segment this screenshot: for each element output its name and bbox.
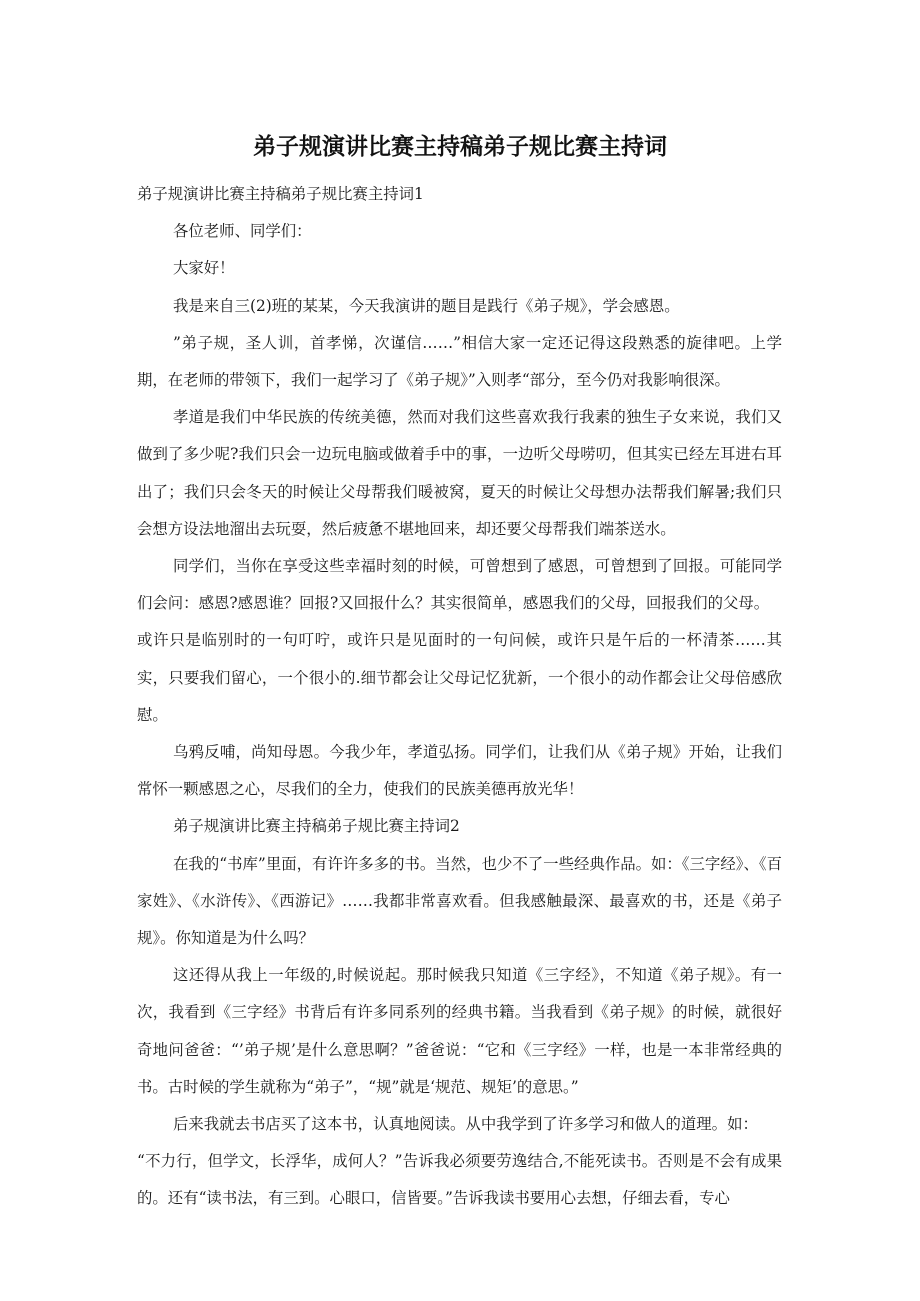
paragraph: 或许只是临别时的一句叮咛，或许只是见面时的一句问候，或许只是午后的一杯清茶……其实，只要我们留心，一个很小的.细节都会让父母记忆犹新，一个很小的动作都会让父母倍感欣慰。 (137, 631, 782, 724)
paragraph: 乌鸦反哺，尚知母恩。今我少年，孝道弘扬。同学们，让我们从《弟子规》开始，让我们常怀一颗感恩之心，尽我们的全力，使我们的民族美德再放光华！ (137, 743, 782, 799)
paragraph: “不力行，但学文，长浮华，成何人？”告诉我必须要劳逸结合,不能死读书。否则是不会有成果的。还有“读书法，有三到。心眼口，信皆要。”告诉我读书要用心去想，仔细去看，专心 (137, 1152, 782, 1208)
paragraph: 孝道是我们中华民族的传统美德，然而对我们这些喜欢我行我素的独生子女来说，我们又做到了多少呢?我们只会一边玩电脑或做着手中的事，一边听父母唠叨，但其实已经左耳进右耳出了；我们只会冬天的时候让父母帮我们暖被窝，夏天的时候让父母想办法帮我们解暑;我们只会想方设法地溜出去玩耍，然后疲惫不堪地回来，却还要父母帮我们端茶送水。 (137, 408, 782, 538)
section-1-heading: 弟子规演讲比赛主持稿弟子规比赛主持词1 (137, 185, 424, 203)
section-2-heading: 弟子规演讲比赛主持稿弟子规比赛主持词2 (173, 817, 460, 836)
paragraph: ”弟子规，圣人训，首孝悌，次谨信……”相信大家一定还记得这段熟悉的旋律吧。上学期，在老师的带领下，我们一起学习了《弟子规》”入则孝“部分，至今仍对我影响很深。 (137, 333, 782, 390)
paragraph: 在我的“书库”里面，有许许多多的书。当然，也少不了一些经典作品。如：《三字经》、《百家姓》、《水浒传》、《西游记》……我都非常喜欢看。但我感触最深、最喜欢的书，还是《弟子规》。你知道是为什么吗？ (137, 854, 782, 948)
paragraph: 各位老师、同学们： (173, 222, 312, 241)
paragraph: 同学们，当你在享受这些幸福时刻的时候，可曾想到了感恩，可曾想到了回报。可能同学们会问：感恩?感恩谁？回报?又回报什么？其实很简单，感恩我们的父母，回报我们的父母。 (137, 557, 782, 613)
paragraph: 后来我就去书店买了这本书，认真地阅读。从中我学到了许多学习和做人的道理。如： (173, 1115, 758, 1134)
document-body (137, 176, 782, 1218)
document-title: 弟子规演讲比赛主持稿弟子规比赛主持词 (253, 134, 667, 160)
paragraph: 大家好！ (173, 259, 235, 278)
paragraph: 我是来自三(2)班的某某，今天我演讲的题目是践行《弟子规》，学会感恩。 (173, 296, 680, 315)
paragraph: 这还得从我上一年级的,时候说起。那时候我只知道《三字经》，不知道《弟子规》。有一次，我看到《三字经》书背后有许多同系列的经典书籍。当我看到《弟子规》的时候，就很好奇地问爸爸：“’弟子规’是什么意思啊？”爸爸说：“它和《三字经》一样，也是一本非常经典的书。古时候的学生就称为“弟子”，“规”就是‘规范、规矩’的意思。” (137, 966, 782, 1096)
